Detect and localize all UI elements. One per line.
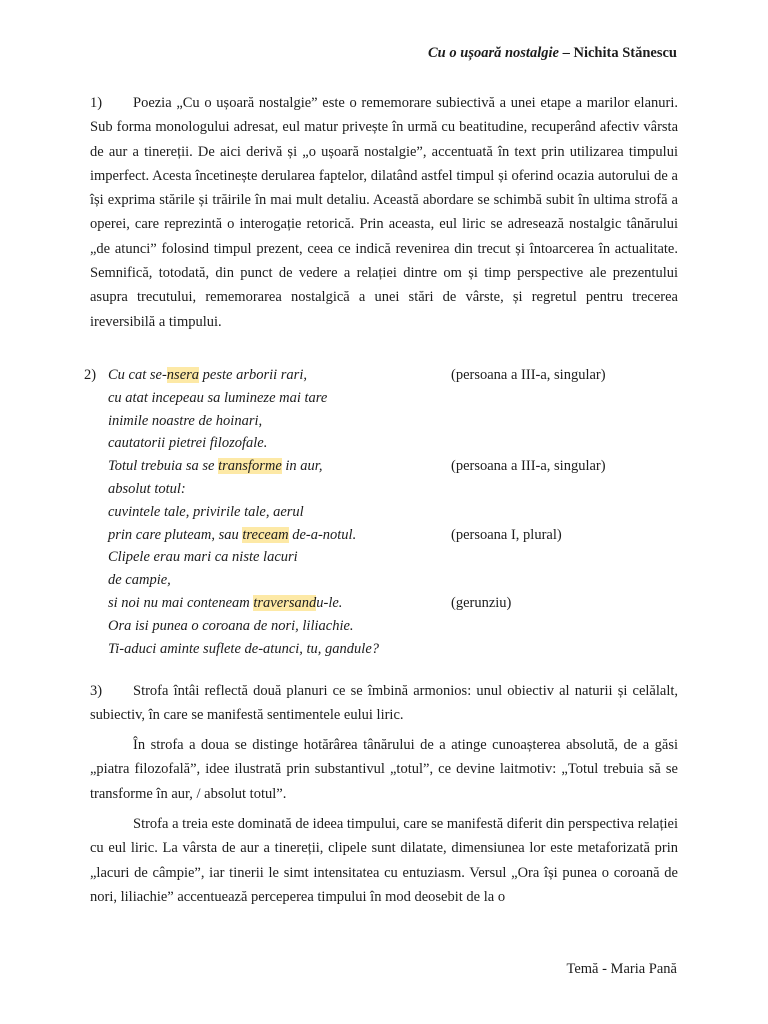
verse-text: cuvintele tale, privirile tale, aerul	[108, 503, 304, 520]
page-header	[428, 45, 677, 62]
section-3-paragraph-2: În strofa a doua se distinge hotărârea tânărului de a atinge cunoașterea absolută, de a găsi „piatra filozofală”, idee ilustrată prin substantivul „totul”, ce devine laitmotiv: „Totul trebuia să se transforme în aur, / absolut totul”.	[90, 737, 678, 802]
poem-line	[84, 615, 684, 638]
highlighted-verb: transforme	[218, 458, 282, 475]
poem-title: Cu o ușoară nostalgie	[428, 45, 559, 61]
section-2-poem	[84, 364, 684, 660]
verse-text: Cu cat se-nsera peste arborii rari,	[108, 367, 307, 383]
highlighted-verb: treceam	[242, 526, 289, 543]
poem-line	[84, 638, 684, 661]
section-3-number: 3)	[90, 683, 103, 699]
section-3-paragraph-1	[90, 679, 678, 728]
verse-text: cautatorii pietrei filozofale.	[108, 435, 268, 452]
verse-text: inimile noastre de hoinari,	[108, 412, 263, 429]
verse-text: absolut totul:	[108, 480, 186, 497]
verse-text: de campie,	[108, 572, 171, 589]
section-1-text: Poezia „Cu o ușoară nostalgie” este o rememorare subiectivă a unei etape a marilor elanuri. Sub forma monologului adresat, eul matur privește în urmă cu beatitudine, recuperând afectiv vârsta de aur a tinereții. De aici derivă și „o ușoară nostalgie”, accentuată în text prin utilizarea timpului imperfect. Acesta încetinește derularea faptelor, dilatând astfel timpul și oferind ocazia autorului de a își exprima stările și trăirile în mai mult detaliu. Această abordare se schimbă subit în ultima strofă a operei, care reprezintă o interogație retorică. Prin aceasta, eul liric se adresează nostalgic tânărului „de atunci” folosind timpul prezent, ceea ce indică revenirea din trecut și întoarcerea în actualitate. Semnifică, totodată, din punct de vedere a relației dintre om și timp perspective ale prezentului asupra trecutului, rememorarea nostalgică a unei stări de vârste, și regretul pentru trecerea ireversibilă a timpului.	[90, 95, 678, 330]
verse-text: Clipele erau mari ca niste lacuri	[108, 549, 298, 566]
poem-line	[84, 364, 684, 387]
section-2-number: 2)	[84, 367, 97, 383]
verse-text: Ti-aduci aminte suflete de-atunci, tu, gandule?	[108, 640, 380, 657]
grammar-note: (gerunziu)	[451, 594, 512, 611]
poem-line	[84, 455, 684, 478]
section-1-number: 1)	[90, 95, 103, 111]
page-footer: Temă - Maria Pană	[566, 961, 677, 977]
highlighted-verb: traversand	[253, 594, 317, 611]
section-3-paragraph-3: Strofa a treia este dominată de ideea timpului, care se manifestă diferit din perspectiva relației cu eul liric. La vârsta de aur a tinereții, clipele sunt dilatate, dimensiunea lor este metaforizată prin „lacuri de câmpie”, iar tinerii le simt intensitatea cu entuziasm. Versul „Ora își punea o coroană de nori, liliachie” accentuează perceperea timpului în mod deosebit de la o	[90, 816, 678, 905]
poem-line	[84, 501, 684, 524]
highlighted-verb: nsera	[166, 367, 200, 383]
verse-text: cu atat incepeau sa lumineze mai tare	[108, 389, 328, 406]
poem-line	[84, 478, 684, 501]
poem-line	[84, 546, 684, 569]
header-separator: –	[558, 45, 574, 61]
poem-line	[84, 432, 684, 455]
verse-text: Totul trebuia sa se transforme in aur,	[108, 458, 323, 475]
poem-author: Nichita Stănescu	[573, 45, 677, 61]
poem-line	[84, 592, 684, 615]
grammar-note: (persoana a III-a, singular)	[451, 367, 606, 383]
verse-text: Ora isi punea o coroana de nori, liliachie.	[108, 617, 354, 634]
grammar-note: (persoana I, plural)	[451, 526, 562, 543]
verse-text: si noi nu mai conteneam traversandu-le.	[108, 594, 343, 611]
section-3-text-1: Strofa întâi reflectă două planuri ce se îmbină armonios: unul obiectiv al naturii și celălalt, subiectiv, în care se manifestă sentimentele eului liric.	[90, 683, 678, 724]
poem-line	[84, 569, 684, 592]
verse-text: prin care pluteam, sau treceam de-a-notul.	[108, 526, 357, 543]
section-1-paragraph	[90, 91, 678, 334]
poem-line	[84, 524, 684, 547]
poem-line	[84, 410, 684, 433]
grammar-note: (persoana a III-a, singular)	[451, 458, 606, 475]
poem-line	[84, 387, 684, 410]
